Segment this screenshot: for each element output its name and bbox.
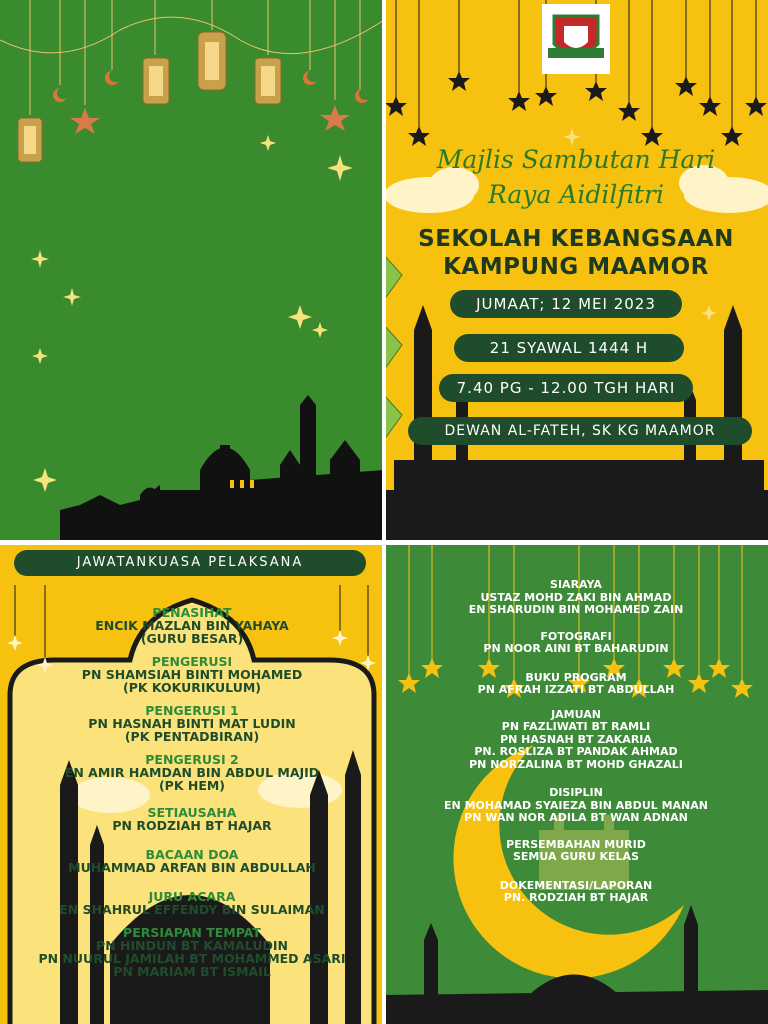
committee-member-name: PN. ROSLIZA BT PANDAK AHMAD: [474, 745, 678, 758]
event-title-line-2: Raya Aidilfitri: [488, 180, 664, 209]
event-title-line-1: Majlis Sambutan Hari: [436, 145, 716, 174]
decor-panel-top-left: [0, 0, 384, 540]
committee-list-left: [0, 606, 384, 988]
committee-member-name: PN HINDUN BT KAMALUDIN: [96, 938, 288, 953]
committee-item: [0, 848, 384, 874]
committee-member-name: SEMUA GURU KELAS: [513, 850, 639, 863]
committee-item: [0, 926, 384, 978]
lantern-decoration: [0, 0, 384, 540]
committee-member-name: PN NOOR AINI BT BAHARUDIN: [483, 642, 669, 655]
committee-role: PENGERUSI 1: [145, 703, 239, 718]
committee-member-name: EN AMIR HAMDAN BIN ABDUL MAJID: [64, 765, 320, 780]
committee-item: [0, 704, 384, 743]
committee-member-name: PN SHAMSIAH BINTI MOHAMED: [81, 667, 303, 682]
committee-member-name: PN HASNAH BT ZAKARIA: [500, 732, 652, 746]
committee-item: [0, 655, 384, 694]
committee-member-name: (PK KOKURIKULUM): [123, 680, 261, 695]
committee-banner: JAWATANKUASA PELAKSANA: [14, 550, 366, 576]
committee-role: BACAAN DOA: [145, 847, 239, 862]
committee-item: [0, 890, 384, 916]
event-venue-pill: DEWAN AL-FATEH, SK KG MAAMOR: [408, 417, 752, 445]
school-crest-icon: [542, 4, 610, 74]
committee-member-name: PN MARIAM BT ISMAIL: [113, 964, 271, 979]
committee-item: [384, 709, 768, 772]
school-name-line-1: SEKOLAH KEBANGSAAN: [418, 226, 734, 252]
committee-member-name: PN AFRAH IZZATI BT ABDULLAH: [477, 683, 675, 696]
committee-list-right: [384, 579, 768, 915]
committee-role: SIARAYA: [550, 578, 602, 591]
committee-role: PENASIHAT: [152, 605, 232, 620]
committee-panel-left: [0, 545, 384, 1024]
committee-role: PERSEMBAHAN MURID: [506, 837, 646, 851]
panel-divider-vertical: [382, 0, 386, 1024]
committee-role: PENGERUSI: [151, 654, 233, 669]
school-logo: [542, 4, 610, 74]
committee-item: [0, 806, 384, 832]
committee-role: SETIAUSAHA: [147, 805, 237, 820]
committee-member-name: ENCIK MAZLAN BIN YAHAYA: [95, 618, 289, 633]
committee-member-name: EN MOHAMAD SYAIEZA BIN ABDUL MANAN: [444, 798, 708, 812]
committee-role: JAMUAN: [551, 707, 601, 721]
committee-member-name: PN FAZLIWATI BT RAMLI: [501, 720, 651, 733]
committee-item: [384, 839, 768, 864]
committee-member-name: PN HASNAH BINTI MAT LUDIN: [88, 716, 296, 731]
committee-member-name: EN SHARUDIN BIN MOHAMED ZAIN: [468, 603, 684, 616]
committee-item: [0, 753, 384, 792]
committee-role: JURU ACARA: [148, 889, 236, 904]
event-date-pill: JUMAAT; 12 MEI 2023: [450, 290, 682, 318]
committee-role: DISIPLIN: [549, 786, 603, 799]
committee-member-name: PN. RODZIAH BT HAJAR: [503, 891, 649, 904]
committee-role: FOTOGRAFI: [540, 629, 612, 643]
committee-member-name: (PK PENTADBIRAN): [124, 729, 260, 744]
committee-role: PERSIAPAN TEMPAT: [123, 925, 261, 940]
committee-member-name: PN NORZALINA BT MOHD GHAZALI: [469, 757, 683, 771]
committee-item: [384, 880, 768, 905]
committee-member-name: PN WAN NOR ADILA BT WAN ADNAN: [464, 811, 688, 824]
committee-item: [0, 606, 384, 645]
event-time-pill: 7.40 PG - 12.00 TGH HARI: [439, 374, 693, 402]
committee-role: PENGERUSI 2: [145, 752, 239, 767]
committee-member-name: EN SHAHRUL EFFENDY BIN SULAIMAN: [59, 902, 325, 917]
committee-panel-right: [384, 545, 768, 1024]
committee-item: [384, 787, 768, 825]
committee-item: [384, 579, 768, 617]
event-hijri-date-pill: 21 SYAWAL 1444 H: [454, 334, 684, 362]
committee-role: DOKEMENTASI/LAPORAN: [499, 878, 653, 892]
committee-member-name: PN NUURUL JAMILAH BT MOHAMMED ASARI: [38, 951, 346, 966]
school-name-line-2: KAMPUNG MAAMOR: [443, 254, 709, 280]
committee-member-name: (PK HEM): [158, 778, 226, 793]
committee-item: [384, 631, 768, 656]
committee-member-name: MUHAMMAD ARFAN BIN ABDULLAH: [68, 860, 316, 875]
invitation-panel: [384, 0, 768, 540]
committee-member-name: (GURU BESAR): [140, 631, 244, 646]
committee-member-name: USTAZ MOHD ZAKI BIN AHMAD: [480, 590, 672, 604]
committee-item: [384, 672, 768, 697]
committee-role: BUKU PROGRAM: [525, 670, 627, 684]
committee-member-name: PN RODZIAH BT HAJAR: [112, 818, 272, 833]
